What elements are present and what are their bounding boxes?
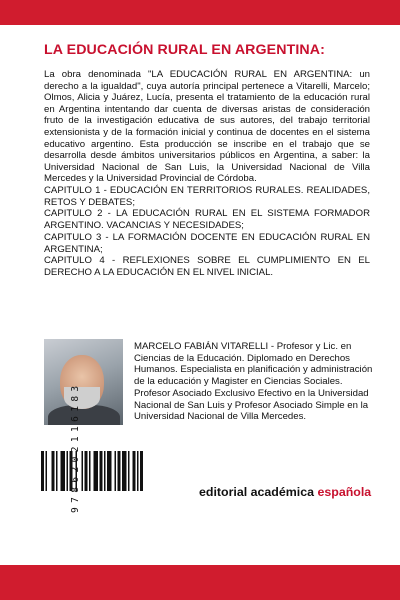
barcode-bar (137, 451, 139, 491)
barcode-bar (118, 451, 121, 491)
isbn-number (40, 381, 174, 547)
barcode-bar (94, 451, 99, 491)
barcode-bar (133, 451, 136, 491)
barcode-bar (115, 451, 117, 491)
barcode-bar (140, 451, 143, 491)
top-color-band (0, 0, 400, 25)
isbn-digits-text: 9786202116183 (70, 381, 81, 513)
publisher-name-accent: española (317, 485, 372, 499)
publisher-name: editorial académica (199, 485, 318, 499)
barcode-bar (104, 451, 106, 491)
book-description (44, 69, 370, 185)
chapter-item: CAPITULO 2 - LA EDUCACIÓN RURAL EN EL SISTEMA FORMADOR ARGENTINO. VACANCIAS Y NECESIDADES; (44, 208, 370, 232)
barcode-bar (89, 451, 91, 491)
book-title: LA EDUCACIÓN RURAL EN ARGENTINA: (44, 42, 325, 58)
barcode-bar (85, 451, 88, 491)
bottom-color-band (0, 565, 400, 600)
barcode-bar (82, 451, 84, 491)
barcode-bar (122, 451, 127, 491)
publisher-logo (199, 485, 371, 499)
barcode-bar (128, 451, 130, 491)
author-photo (44, 339, 123, 425)
description-text: La obra denominada "LA EDUCACIÓN RURAL EN ARGENTINA: un derecho a la igualdad", cuya autoría principal pertenece a Vitarelli, Marcelo; Olmos, Alicia y Juárez, Lucía, presenta el tratamiento de la educación rural en Argentina intentando dar cuenta de diversas aristas de consideración fruto de la investigación educativa de sus autores, del trabajo territorial extensionista y de la formación inicial y continua de docentes en el sistema educativo argentino. Esta producción se inscribe en el trabajo que se desarrolla desde ámbitos universitarios públicos en Argentina, a saber: la Universidad Nacional de San Luis, la Universidad Nacional de Villa Mercedes y la Universidad Provincial de Córdoba. (44, 69, 370, 185)
chapter-list (44, 185, 370, 279)
chapter-item: CAPITULO 1 - EDUCACIÓN EN TERRITORIOS RURALES. REALIDADES, RETOS Y DEBATES; (44, 185, 370, 208)
chapter-item: CAPITULO 4 - REFLEXIONES SOBRE EL CUMPLIMIENTO EN EL DERECHO A LA EDUCACIÓN EN EL NIVEL INICIAL. (44, 255, 370, 278)
barcode-bar (56, 451, 58, 491)
barcode-bar (61, 451, 66, 491)
barcode-bar (46, 451, 48, 491)
barcode-bar (67, 451, 69, 491)
barcode-bar (41, 451, 44, 491)
barcode-bar (107, 451, 112, 491)
chapter-item: CAPITULO 3 - LA FORMACIÓN DOCENTE EN EDUCACIÓN RURAL EN ARGENTINA; (44, 231, 370, 255)
barcode-bar (52, 451, 55, 491)
author-bio: MARCELO FABIÁN VITARELLI - Profesor y Lic. en Ciencias de la Educación. Diplomado en Derechos Humanos. Especialista en planificación y administración de la educación y Magister en Ciencias Sociales. Profesor Asociado Exclusivo Efectivo en la Universidad Nacional de San Luis y Profesor Asociado Simple en la Universidad Nacional de Villa Mercedes. (134, 341, 373, 423)
barcode-bar (100, 451, 103, 491)
